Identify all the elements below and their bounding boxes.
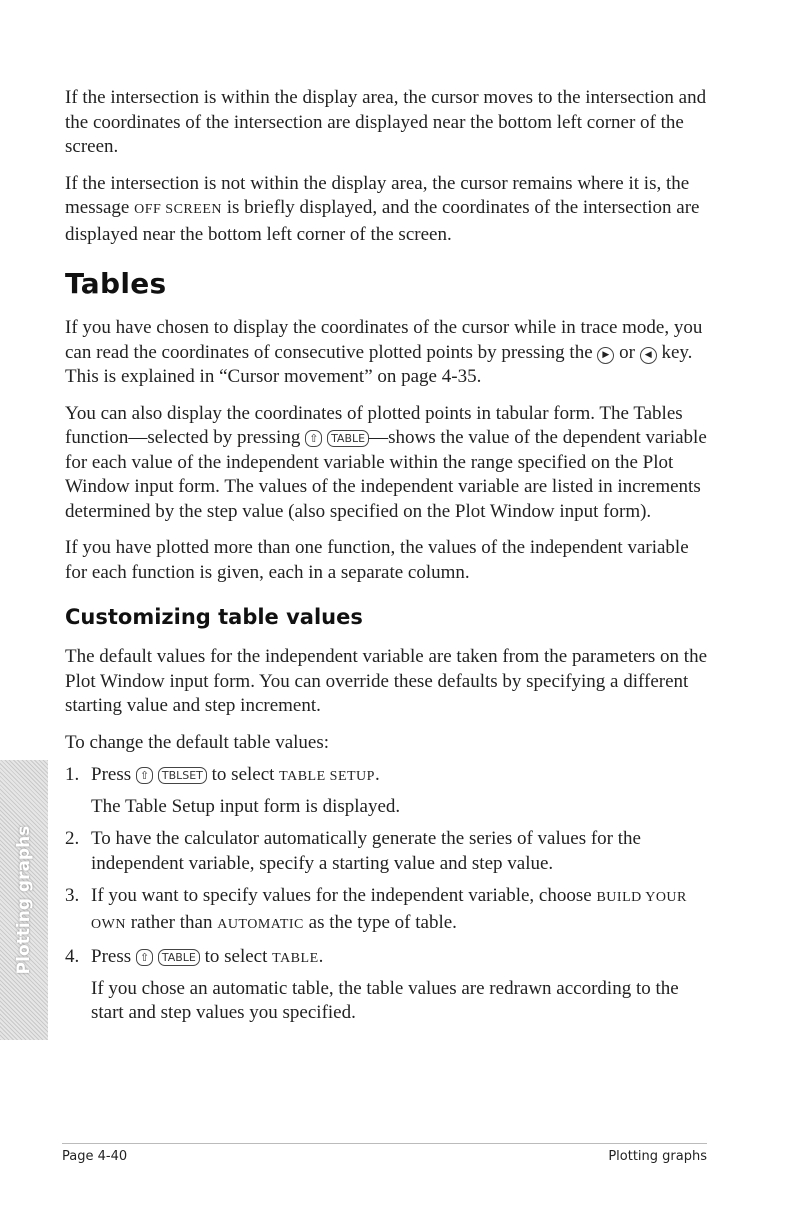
- menu-option-label: TABLE SETUP: [279, 769, 375, 784]
- text-run: .: [318, 946, 324, 967]
- step-note: If you chose an automatic table, the table values are redrawn according to the start and step values you specified.: [91, 977, 679, 1023]
- text-run: —shows the value of the dependent variable for each value of the independent variable within the range specified on the Plot Window input form. The values of the independent variable are listed in increments determined by the step value (also specified on the Plot Window input form).: [65, 427, 707, 522]
- menu-option-label: BUILD YOUR OWN: [91, 890, 687, 932]
- text-run: or: [614, 341, 640, 363]
- intro-paragraph-2: [65, 172, 715, 248]
- right-arrow-key-icon: ▶: [597, 347, 614, 364]
- table-key-icon: TABLE: [327, 430, 369, 447]
- left-arrow-key-icon: ◀: [640, 347, 657, 364]
- steps-list: [65, 763, 715, 1026]
- text-run: to select: [199, 946, 273, 967]
- menu-option-label: TABLE: [272, 951, 319, 966]
- customizing-paragraph-1: The default values for the independent variable are taken from the parameters on the Plot Window input form. You can override these defaults by specifying a different starting value and step increment.: [65, 646, 708, 716]
- text-run: is briefly displayed, and the coordinates of the intersection are displayed near the bottom left corner of the screen.: [65, 197, 700, 245]
- shift-key-icon: ⇧: [136, 767, 153, 784]
- side-tab-label: Plotting graphs: [14, 825, 34, 975]
- text-run: To have the calculator automatically generate the series of values for the independent variable, specify a starting value and step value.: [91, 828, 641, 874]
- section-heading-tables: Tables: [65, 267, 167, 300]
- chapter-side-tab: [0, 760, 48, 1040]
- text-run: to select: [206, 764, 280, 785]
- step-note: The Table Setup input form is displayed.: [91, 795, 401, 817]
- tables-paragraph-2: [65, 402, 715, 525]
- text-run: If you want to specify values for the independent variable, choose: [91, 885, 597, 906]
- text-run: Press: [91, 764, 136, 785]
- page-number: Page 4-40: [62, 1149, 128, 1164]
- shift-key-icon: ⇧: [305, 430, 322, 447]
- off-screen-message: OFF SCREEN: [134, 202, 222, 217]
- page-content: [65, 86, 715, 1034]
- text-run: If the intersection is not within the display area, the cursor remains where it is, the message: [65, 172, 690, 218]
- table-key-icon: TABLE: [158, 949, 200, 966]
- menu-option-label: AUTOMATIC: [217, 916, 304, 932]
- text-run: as the type of table.: [303, 911, 457, 933]
- intro-paragraph-1: If the intersection is within the display area, the cursor moves to the intersection and the coordinates of the intersection are displayed near the bottom left corner of the screen.: [65, 87, 707, 157]
- text-run: .: [374, 764, 380, 785]
- tables-paragraph-3: If you have plotted more than one function, the values of the independent variable for each function is given, each in a separate column.: [65, 537, 689, 583]
- step-number: 3.: [65, 885, 80, 906]
- list-item: [65, 945, 715, 1026]
- shift-key-icon: ⇧: [136, 949, 153, 966]
- chapter-title: Plotting graphs: [608, 1149, 707, 1164]
- text-run: rather than: [125, 911, 218, 933]
- text-run: key. This is explained in “Cursor movement” on page 4-35.: [65, 341, 693, 387]
- page-footer: [62, 1143, 707, 1164]
- step-number: 1.: [65, 764, 80, 785]
- tblset-key-icon: TBLSET: [158, 767, 207, 784]
- text-run: Press: [91, 946, 136, 967]
- list-item: [65, 827, 715, 876]
- list-item: [65, 763, 715, 819]
- step-number: 4.: [65, 946, 80, 967]
- step-number: 2.: [65, 828, 80, 849]
- section-heading-customizing: Customizing table values: [65, 605, 363, 629]
- list-item: [65, 884, 715, 937]
- tables-paragraph-1: [65, 316, 715, 390]
- customizing-paragraph-2: To change the default table values:: [65, 731, 330, 753]
- text-run: You can also display the coordinates of plotted points in tabular form. The Tables function—selected by pressing: [65, 402, 683, 448]
- text-run: If you have chosen to display the coordinates of the cursor while in trace mode, you can read the coordinates of consecutive plotted points by pressing the: [65, 317, 703, 363]
